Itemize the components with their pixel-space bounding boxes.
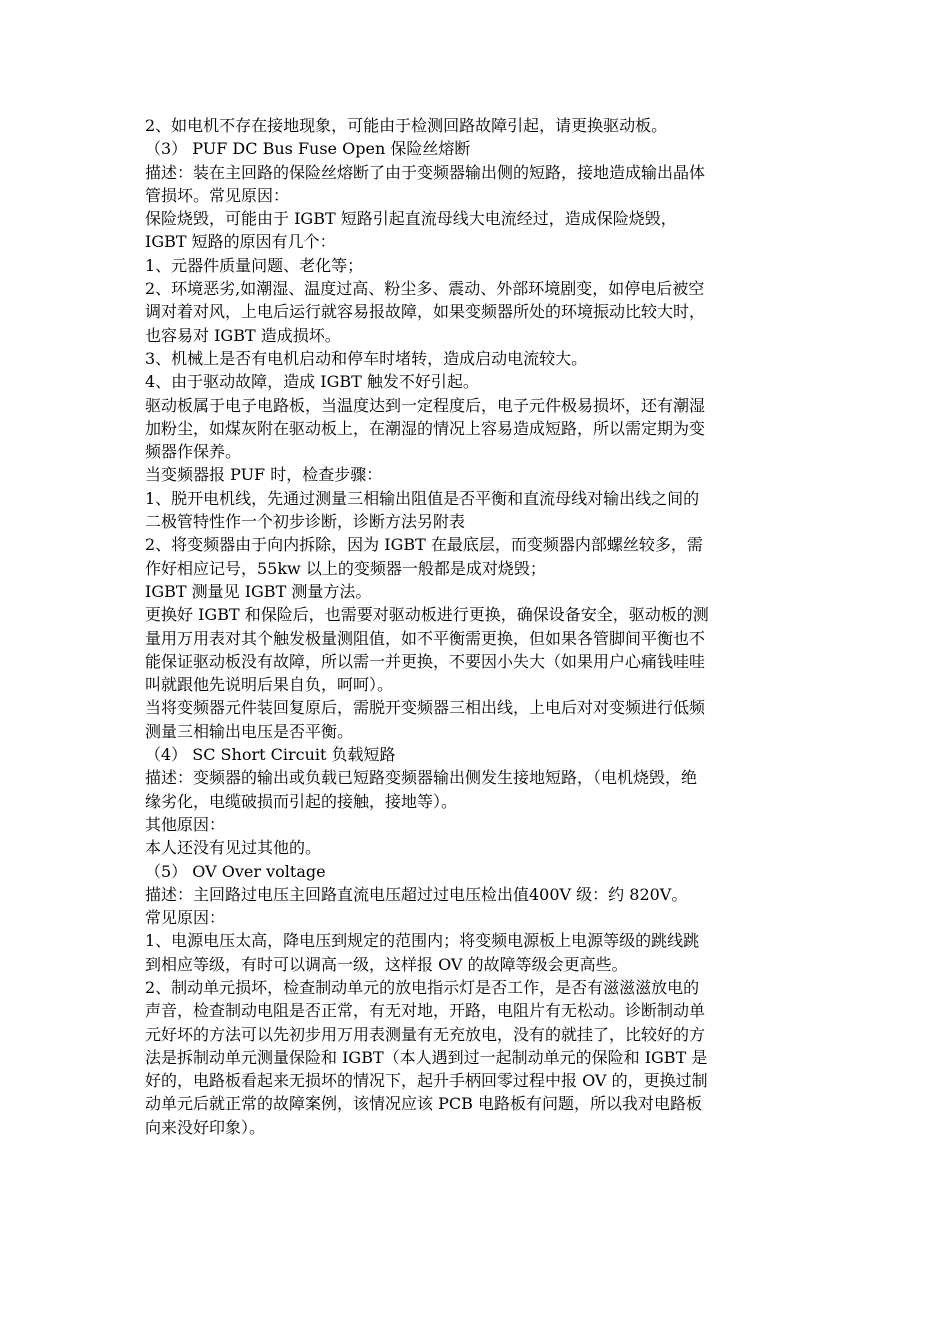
text-line: 量用万用表对其个触发极量测阻值，如不平衡需更换，但如果各管脚间平衡也不 xyxy=(145,628,706,648)
paragraph xyxy=(145,836,807,859)
text-line: 描述：主回路过电压主回路直流电压超过过电压检出值400V 级：约 820V。 xyxy=(145,884,688,904)
paragraph xyxy=(145,394,807,464)
text-line: 2、制动单元损坏，检查制动单元的放电指示灯是否工作，是否有滋滋滋放电的 xyxy=(145,977,700,997)
text-line: 其他原因： xyxy=(145,814,226,834)
text-line: 2、将变频器由于向内拆除，因为 IGBT 在最底层，而变频器内部螺丝较多，需 xyxy=(145,535,703,555)
text-line: 向来没好印象）。 xyxy=(145,1117,266,1137)
text-line: 作好相应记号，55kw 以上的变频器一般都是成对烧毁； xyxy=(145,558,546,578)
paragraph xyxy=(145,487,807,534)
paragraph xyxy=(145,580,807,603)
text-line: 更换好 IGBT 和保险后，也需要对驱动板进行更换，确保设备安全，驱动板的测 xyxy=(145,605,709,625)
text-line: 2、环境恶劣,如潮湿、温度过高、粉尘多、震动、外部环境剧变，如停电后被空 xyxy=(145,279,705,299)
paragraph xyxy=(145,254,807,277)
paragraph xyxy=(145,813,807,836)
paragraph xyxy=(145,929,807,976)
paragraph xyxy=(145,883,807,906)
text-line: 加粉尘，如煤灰附在驱动板上，在潮湿的情况上容易造成短路，所以需定期为变 xyxy=(145,418,706,438)
text-line: （4） SC Short Circuit 负载短路 xyxy=(145,745,396,765)
paragraph xyxy=(145,347,807,370)
paragraph xyxy=(145,860,807,883)
text-line: （3） PUF DC Bus Fuse Open 保险丝熔断 xyxy=(145,139,471,159)
text-line: 4、由于驱动故障，造成 IGBT 触发不好引起。 xyxy=(145,372,479,392)
text-line: 缘劣化，电缆破损而引起的接触，接地等）。 xyxy=(145,791,458,811)
text-line: 驱动板属于电子电路板，当温度达到一定程度后，电子元件极易损坏，还有潮湿 xyxy=(145,395,706,415)
text-line: 描述：装在主回路的保险丝熔断了由于变频器输出侧的短路，接地造成输出晶体 xyxy=(145,162,706,182)
paragraph xyxy=(145,906,807,929)
paragraph xyxy=(145,696,807,743)
paragraph xyxy=(145,230,807,253)
text-line: 1、元器件质量问题、老化等； xyxy=(145,255,364,275)
text-line: 本人还没有见过其他的。 xyxy=(145,838,322,858)
document-body xyxy=(145,114,807,1139)
paragraph xyxy=(145,161,807,208)
text-line: 好的，电路板看起来无损坏的情况下，起升手柄回零过程中报 OV 的，更换过制 xyxy=(145,1071,708,1091)
text-line: 到相应等级，有时可以调高一级，这样报 OV 的故障等级会更高些。 xyxy=(145,954,628,974)
paragraph xyxy=(145,533,807,580)
text-line: 法是拆制动单元测量保险和 IGBT（本人遇到过一起制动单元的保险和 IGBT 是 xyxy=(145,1047,708,1067)
paragraph xyxy=(145,976,807,1139)
paragraph xyxy=(145,463,807,486)
text-line: 频器作保养。 xyxy=(145,442,242,462)
text-line: 1、脱开电机线，先通过测量三相输出阻值是否平衡和直流母线对输出线之间的 xyxy=(145,488,700,508)
text-line: 当变频器报 PUF 时，检查步骤： xyxy=(145,465,383,485)
text-line: 动单元后就正常的故障案例，该情况应该 PCB 电路板有问题，所以我对电路板 xyxy=(145,1094,702,1114)
paragraph xyxy=(145,277,807,347)
text-line: 保险烧毁，可能由于 IGBT 短路引起直流母线大电流经过，造成保险烧毁， xyxy=(145,209,677,229)
paragraph xyxy=(145,137,807,160)
text-line: 当将变频器元件装回复原后，需脱开变频器三相出线，上电后对对变频进行低频 xyxy=(145,698,706,718)
text-line: 常见原因： xyxy=(145,908,226,928)
text-line: 调对着对风，上电后运行就容易报故障，如果变频器所处的环境振动比较大时， xyxy=(145,302,706,322)
text-line: 测量三相输出电压是否平衡。 xyxy=(145,721,354,741)
text-line: 管损坏。常见原因： xyxy=(145,185,290,205)
text-line: 元好坏的方法可以先初步用万用表测量有无充放电，没有的就挂了，比较好的方 xyxy=(145,1024,706,1044)
text-line: 3、机械上是否有电机启动和停车时堵转，造成启动电流较大。 xyxy=(145,348,588,368)
text-line: 二极管特性作一个初步诊断，诊断方法另附表 xyxy=(145,512,466,532)
text-line: IGBT 短路的原因有几个： xyxy=(145,232,336,252)
paragraph xyxy=(145,766,807,813)
text-line: 也容易对 IGBT 造成损坏。 xyxy=(145,325,341,345)
text-line: （5） OV Over voltage xyxy=(145,861,326,881)
paragraph xyxy=(145,207,807,230)
text-line: 声音，检查制动电阻是否正常，有无对地，开路，电阻片有无松动。诊断制动单 xyxy=(145,1001,706,1021)
text-line: 1、电源电压太高，降电压到规定的范围内；将变频电源板上电源等级的跳线跳 xyxy=(145,931,700,951)
text-line: 2、如电机不存在接地现象，可能由于检测回路故障引起，请更换驱动板。 xyxy=(145,116,668,135)
paragraph xyxy=(145,743,807,766)
text-line: 叫就跟他先说明后果自负，呵呵）。 xyxy=(145,675,394,695)
text-line: IGBT 测量见 IGBT 测量方法。 xyxy=(145,581,372,601)
text-line: 能保证驱动板没有故障，所以需一并更换，不要因小失大（如果用户心痛钱哇哇 xyxy=(145,651,706,671)
paragraph xyxy=(145,114,807,137)
paragraph xyxy=(145,370,807,393)
paragraph xyxy=(145,603,807,696)
text-line: 描述：变频器的输出或负载已短路变频器输出侧发生接地短路，（电机烧毁，绝 xyxy=(145,768,698,788)
